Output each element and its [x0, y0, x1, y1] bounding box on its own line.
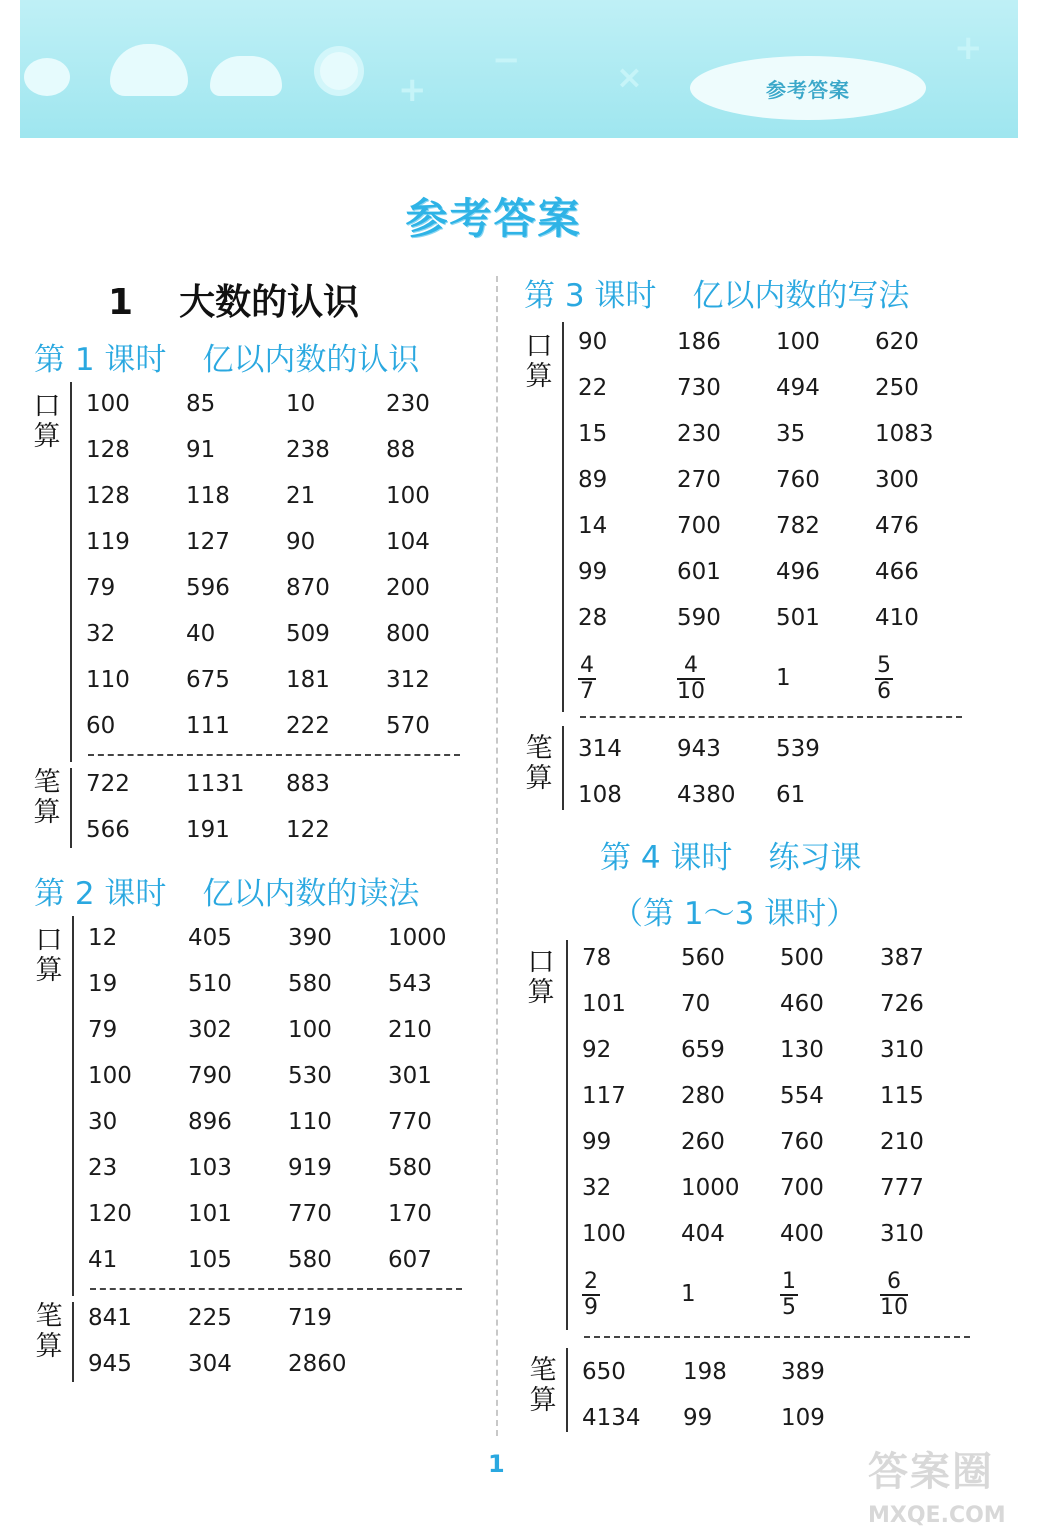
page-title: 参考答案: [405, 194, 582, 243]
lesson-2-title: 第 2 课时 亿以内数的读法: [34, 876, 420, 912]
bisuan-label: 笔算: [33, 767, 61, 828]
table-row: 32 1000 700 777: [582, 1175, 924, 1201]
fraction: $\frac{5}{6}$: [877, 653, 891, 704]
header-answer-badge: 参考答案: [690, 56, 926, 120]
bisuan-label: 笔算: [529, 1355, 557, 1416]
table-row: 19 510 580 543: [88, 971, 432, 997]
lesson-4-title: 第 4 课时 练习课: [600, 840, 862, 876]
table-row: 314 943 539: [578, 736, 820, 762]
bisuan-label: 笔算: [525, 733, 553, 794]
table-row: 79 596 870 200: [86, 575, 430, 601]
fraction-row: $\frac{2}{9}$ 1 $\frac{1}{5}$ $\frac{6}{10}$: [584, 1269, 908, 1320]
section-bar: [70, 768, 72, 848]
section-separator: [580, 716, 962, 718]
cloud-icon: [24, 58, 70, 96]
table-row: 28 590 501 410: [578, 605, 919, 631]
rain-cloud-icon: [210, 56, 282, 96]
section-bar: [72, 1302, 74, 1382]
table-row: 12 405 390 1000: [88, 925, 447, 951]
table-row: 92 659 130 310: [582, 1037, 924, 1063]
table-row: 99 260 760 210: [582, 1129, 924, 1155]
lesson-1-bisuan-grid: [86, 761, 386, 853]
fraction-row: $\frac{4}{7}$ $\frac{4}{10}$ 1 $\frac{5}{6}$: [580, 653, 891, 704]
table-row: 119 127 90 104: [86, 529, 430, 555]
fraction: $\frac{6}{10}$: [880, 1269, 908, 1320]
table-row: 78 560 500 387: [582, 945, 924, 971]
plus-icon: +: [954, 28, 983, 68]
table-row: 117 280 554 115: [582, 1083, 924, 1109]
table-row: 566 191 122: [86, 817, 330, 843]
unit-name: 大数的认识: [179, 282, 360, 323]
lesson-4-kousuan-grid: [582, 935, 979, 1331]
bisuan-label: 笔算: [35, 1301, 63, 1362]
lesson-4-bisuan-grid: [582, 1349, 880, 1441]
fraction: $\frac{4}{10}$: [677, 653, 705, 704]
table-row: 120 101 770 170: [88, 1201, 432, 1227]
fraction: $\frac{1}{5}$: [782, 1269, 796, 1320]
times-icon: ×: [616, 58, 643, 96]
section-bar: [562, 322, 564, 712]
table-row: 23 103 919 580: [88, 1155, 432, 1181]
table-row: 650 198 389: [582, 1359, 825, 1385]
table-row: 128 118 21 100: [86, 483, 430, 509]
lesson-1-kousuan-grid: [86, 381, 486, 749]
table-row: 30 896 110 770: [88, 1109, 432, 1135]
lesson-3-kousuan-grid: [578, 319, 974, 715]
lesson-2-bisuan-grid: [88, 1295, 388, 1387]
table-row: 60 111 222 570: [86, 713, 430, 739]
table-row: 32 40 509 800: [86, 621, 430, 647]
section-separator: [90, 1288, 462, 1290]
table-row: 22 730 494 250: [578, 375, 919, 401]
kousuan-label: 口算: [33, 391, 61, 452]
unit-number: 1: [108, 282, 134, 323]
fraction: $\frac{4}{7}$: [580, 653, 594, 704]
table-row: 110 675 181 312: [86, 667, 430, 693]
table-row: 128 91 238 88: [86, 437, 416, 463]
lesson-1-title: 第 1 课时 亿以内数的认识: [34, 342, 420, 378]
section-bar: [72, 916, 74, 1296]
snowflake-icon: [320, 52, 358, 90]
table-row: 101 70 460 726: [582, 991, 924, 1017]
table-row: 945 304 2860: [88, 1351, 347, 1377]
header-banner: [20, 0, 1018, 138]
watermark-logo: 答案圈 MXQE.COM: [868, 1449, 1006, 1528]
column-divider: [496, 276, 498, 1436]
unit-title: [108, 274, 359, 325]
table-row: 89 270 760 300: [578, 467, 919, 493]
cloud-icon: [110, 44, 188, 96]
plus-icon: +: [398, 70, 427, 110]
section-bar: [70, 382, 72, 762]
lesson-3-bisuan-grid: [578, 726, 875, 818]
kousuan-label: 口算: [35, 925, 63, 986]
fraction: $\frac{2}{9}$: [584, 1269, 598, 1320]
kousuan-label: 口算: [527, 947, 555, 1008]
table-row: 100 404 400 310: [582, 1221, 924, 1247]
table-row: 99 601 496 466: [578, 559, 919, 585]
page-number: 1: [488, 1450, 505, 1478]
table-row: 15 230 35 1083: [578, 421, 934, 447]
table-row: 4134 99 109: [582, 1405, 825, 1431]
table-row: 90 186 100 620: [578, 329, 919, 355]
table-row: 41 105 580 607: [88, 1247, 432, 1273]
table-row: 108 4380 61: [578, 782, 806, 808]
kousuan-label: 口算: [525, 331, 553, 392]
table-row: 841 225 719: [88, 1305, 332, 1331]
lesson-2-kousuan-grid: [88, 915, 488, 1283]
table-row: 100 790 530 301: [88, 1063, 432, 1089]
section-bar: [566, 940, 568, 1330]
minus-icon: −: [492, 40, 521, 80]
table-row: 722 1131 883: [86, 771, 330, 797]
lesson-3-title: 第 3 课时 亿以内数的写法: [524, 278, 910, 314]
table-row: 79 302 100 210: [88, 1017, 432, 1043]
section-separator: [88, 754, 460, 756]
section-bar: [566, 1348, 568, 1432]
section-bar: [562, 726, 564, 810]
section-separator: [584, 1336, 970, 1338]
table-row: 100 85 10 230: [86, 391, 430, 417]
lesson-4-subtitle: （第 1～3 课时）: [612, 896, 858, 932]
table-row: 14 700 782 476: [578, 513, 919, 539]
